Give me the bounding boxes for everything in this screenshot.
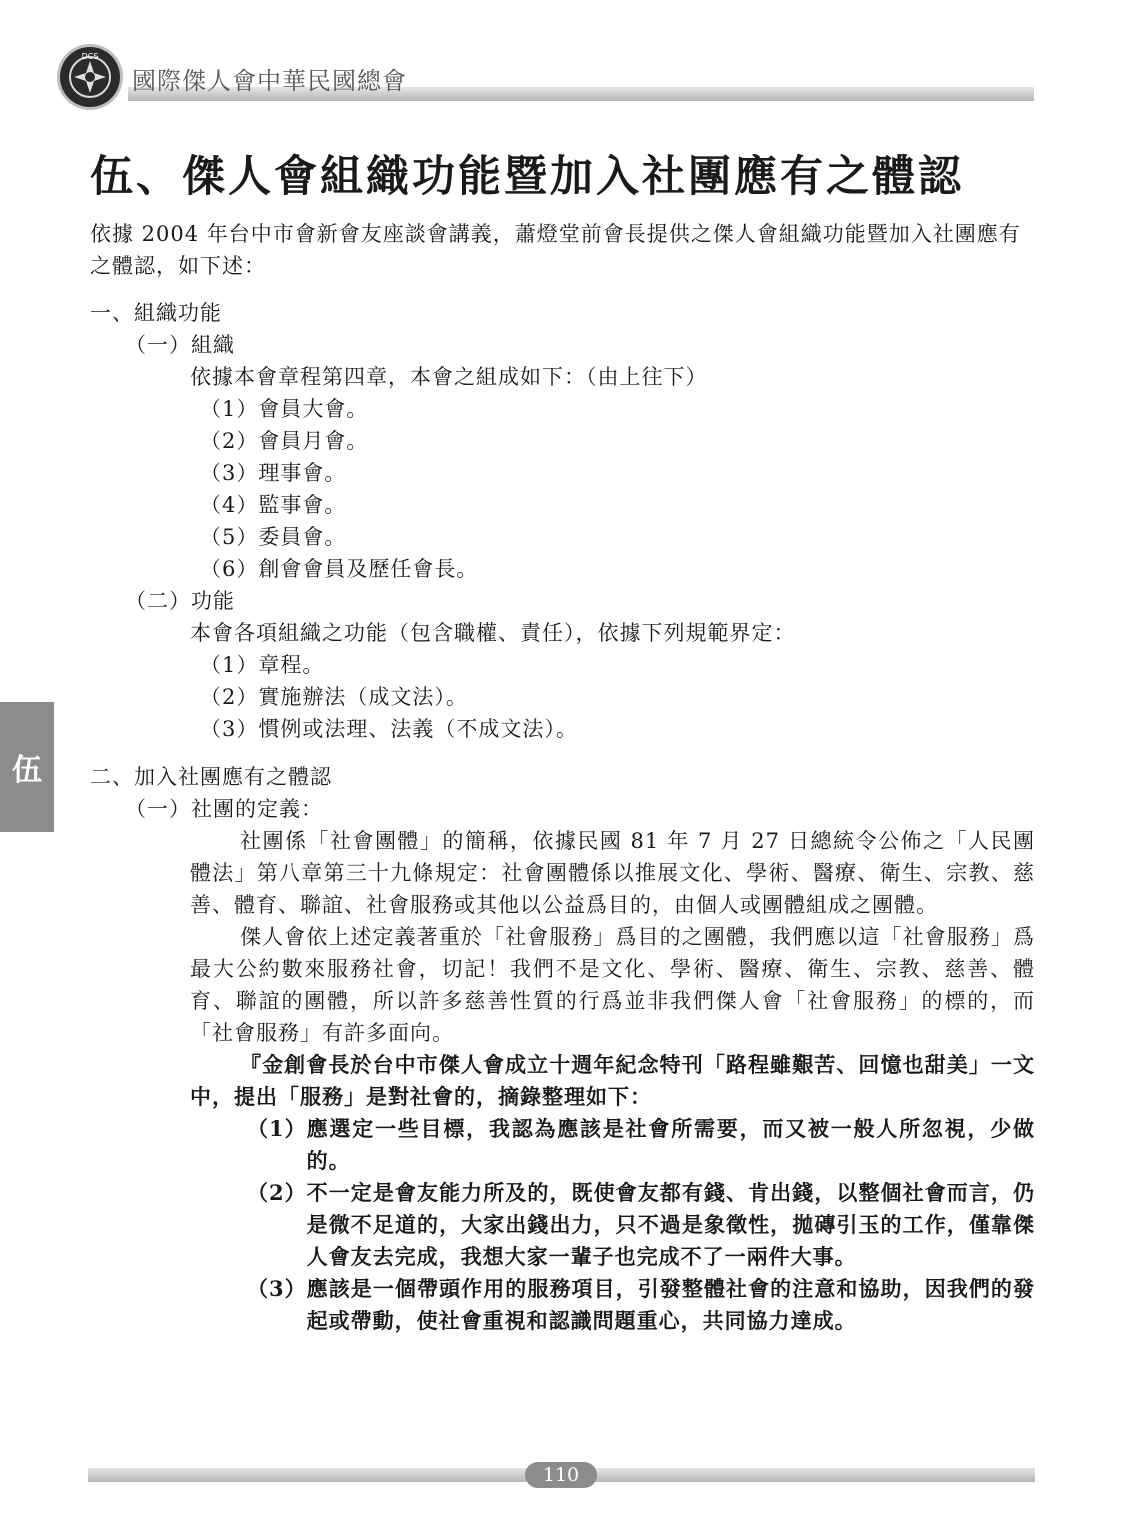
list-item-number: （2） (247, 1180, 307, 1205)
logo-emblem-icon (60, 47, 120, 107)
list-item-number: （3） (247, 1276, 307, 1301)
section2-sub1-heading: （一）社團的定義： (125, 797, 323, 821)
section1-sub2-heading: （二）功能 (125, 589, 235, 613)
section1-sub1-heading: （一）組織 (125, 333, 235, 357)
page-header (60, 45, 1035, 105)
section1-heading: 一、組織功能 (90, 301, 222, 325)
list-item: （6）創會會員及歷任會長。 (200, 557, 479, 581)
organization-name: 國際傑人會中華民國總會 (132, 67, 407, 95)
list-item: （4）監事會。 (200, 493, 347, 517)
list-item: （5）委員會。 (200, 525, 347, 549)
quote-intro-paragraph: 『金創會長於台中市傑人會成立十週年紀念特刊「路程雖艱苦、回憶也甜美」一文中，提出「服務」是對社會的，摘錄整理如下： (190, 1052, 1035, 1109)
chapter-side-tab: 伍 (0, 702, 54, 832)
list-item: （2）會員月會。 (200, 429, 369, 453)
list-item-text: 不一定是會友能力所及的，既使會友都有錢、肯出錢，以整個社會而言，仍是微不足道的，大家出錢出力，只不過是象徵性，拋磚引玉的工作，僅靠傑人會友去完成，我想大家一輩子也完成不了一兩件大事。 (306, 1180, 1035, 1269)
list-item-number: （1） (247, 1116, 307, 1141)
section2-heading: 二、加入社團應有之體認 (90, 765, 332, 789)
organization-logo (60, 47, 120, 107)
page-title: 伍、傑人會組織功能暨加入社團應有之體認 (90, 152, 964, 202)
section1-sub2-desc: 本會各項組織之功能（包含職權、責任），依據下列規範界定： (190, 621, 796, 645)
list-item-text: 應該是一個帶頭作用的服務項目，引發整體社會的注意和協助，因我們的發起或帶動，使社會重視和認識問題重心，共同協力達成。 (306, 1276, 1035, 1333)
intro-paragraph: 依據 2004 年台中市會新會友座談會講義，蕭燈堂前會長提供之傑人會組織功能暨加入社團應有之體認，如下述： (90, 222, 1021, 278)
definition-paragraph-1: 社團係「社會團體」的簡稱，依據民國 81 年 7 月 27 日總統令公佈之「人民團體法」第八章第三十九條規定：社會團體係以推展文化、學術、醫療、衛生、宗教、慈善、體育、聯誼、社會服務或其他以公益爲目的，由個人或團體組成之團體。 (190, 829, 1035, 917)
list-item-text: 應選定一些目標，我認為應該是社會所需要，而又被一般人所忽視，少做的。 (306, 1116, 1035, 1173)
list-item: （1）章程。 (200, 653, 325, 677)
svg-text:DCS: DCS (81, 52, 99, 61)
definition-paragraph-2: 傑人會依上述定義著重於「社會服務」爲目的之團體，我們應以這「社會服務」爲最大公約數來服務社會，切記！我們不是文化、學術、醫療、衛生、宗教、慈善、體育、聯誼的團體，所以許多慈善性質的行爲並非我們傑人會「社會服務」的標的，而「社會服務」有許多面向。 (190, 925, 1035, 1045)
list-item: （2）實施辦法（成文法）。 (200, 685, 468, 709)
document-body (90, 218, 1035, 1337)
list-item: （3）理事會。 (200, 461, 347, 485)
list-item (247, 1113, 1035, 1177)
list-item (247, 1273, 1035, 1337)
list-item: （3）慣例或法理、法義（不成文法）。 (200, 717, 578, 741)
list-item: （1）會員大會。 (200, 397, 369, 421)
section1-sub1-desc: 依據本會章程第四章，本會之組成如下：（由上往下） (190, 365, 708, 389)
page-number: 110 (525, 1462, 597, 1488)
list-item (247, 1177, 1035, 1273)
